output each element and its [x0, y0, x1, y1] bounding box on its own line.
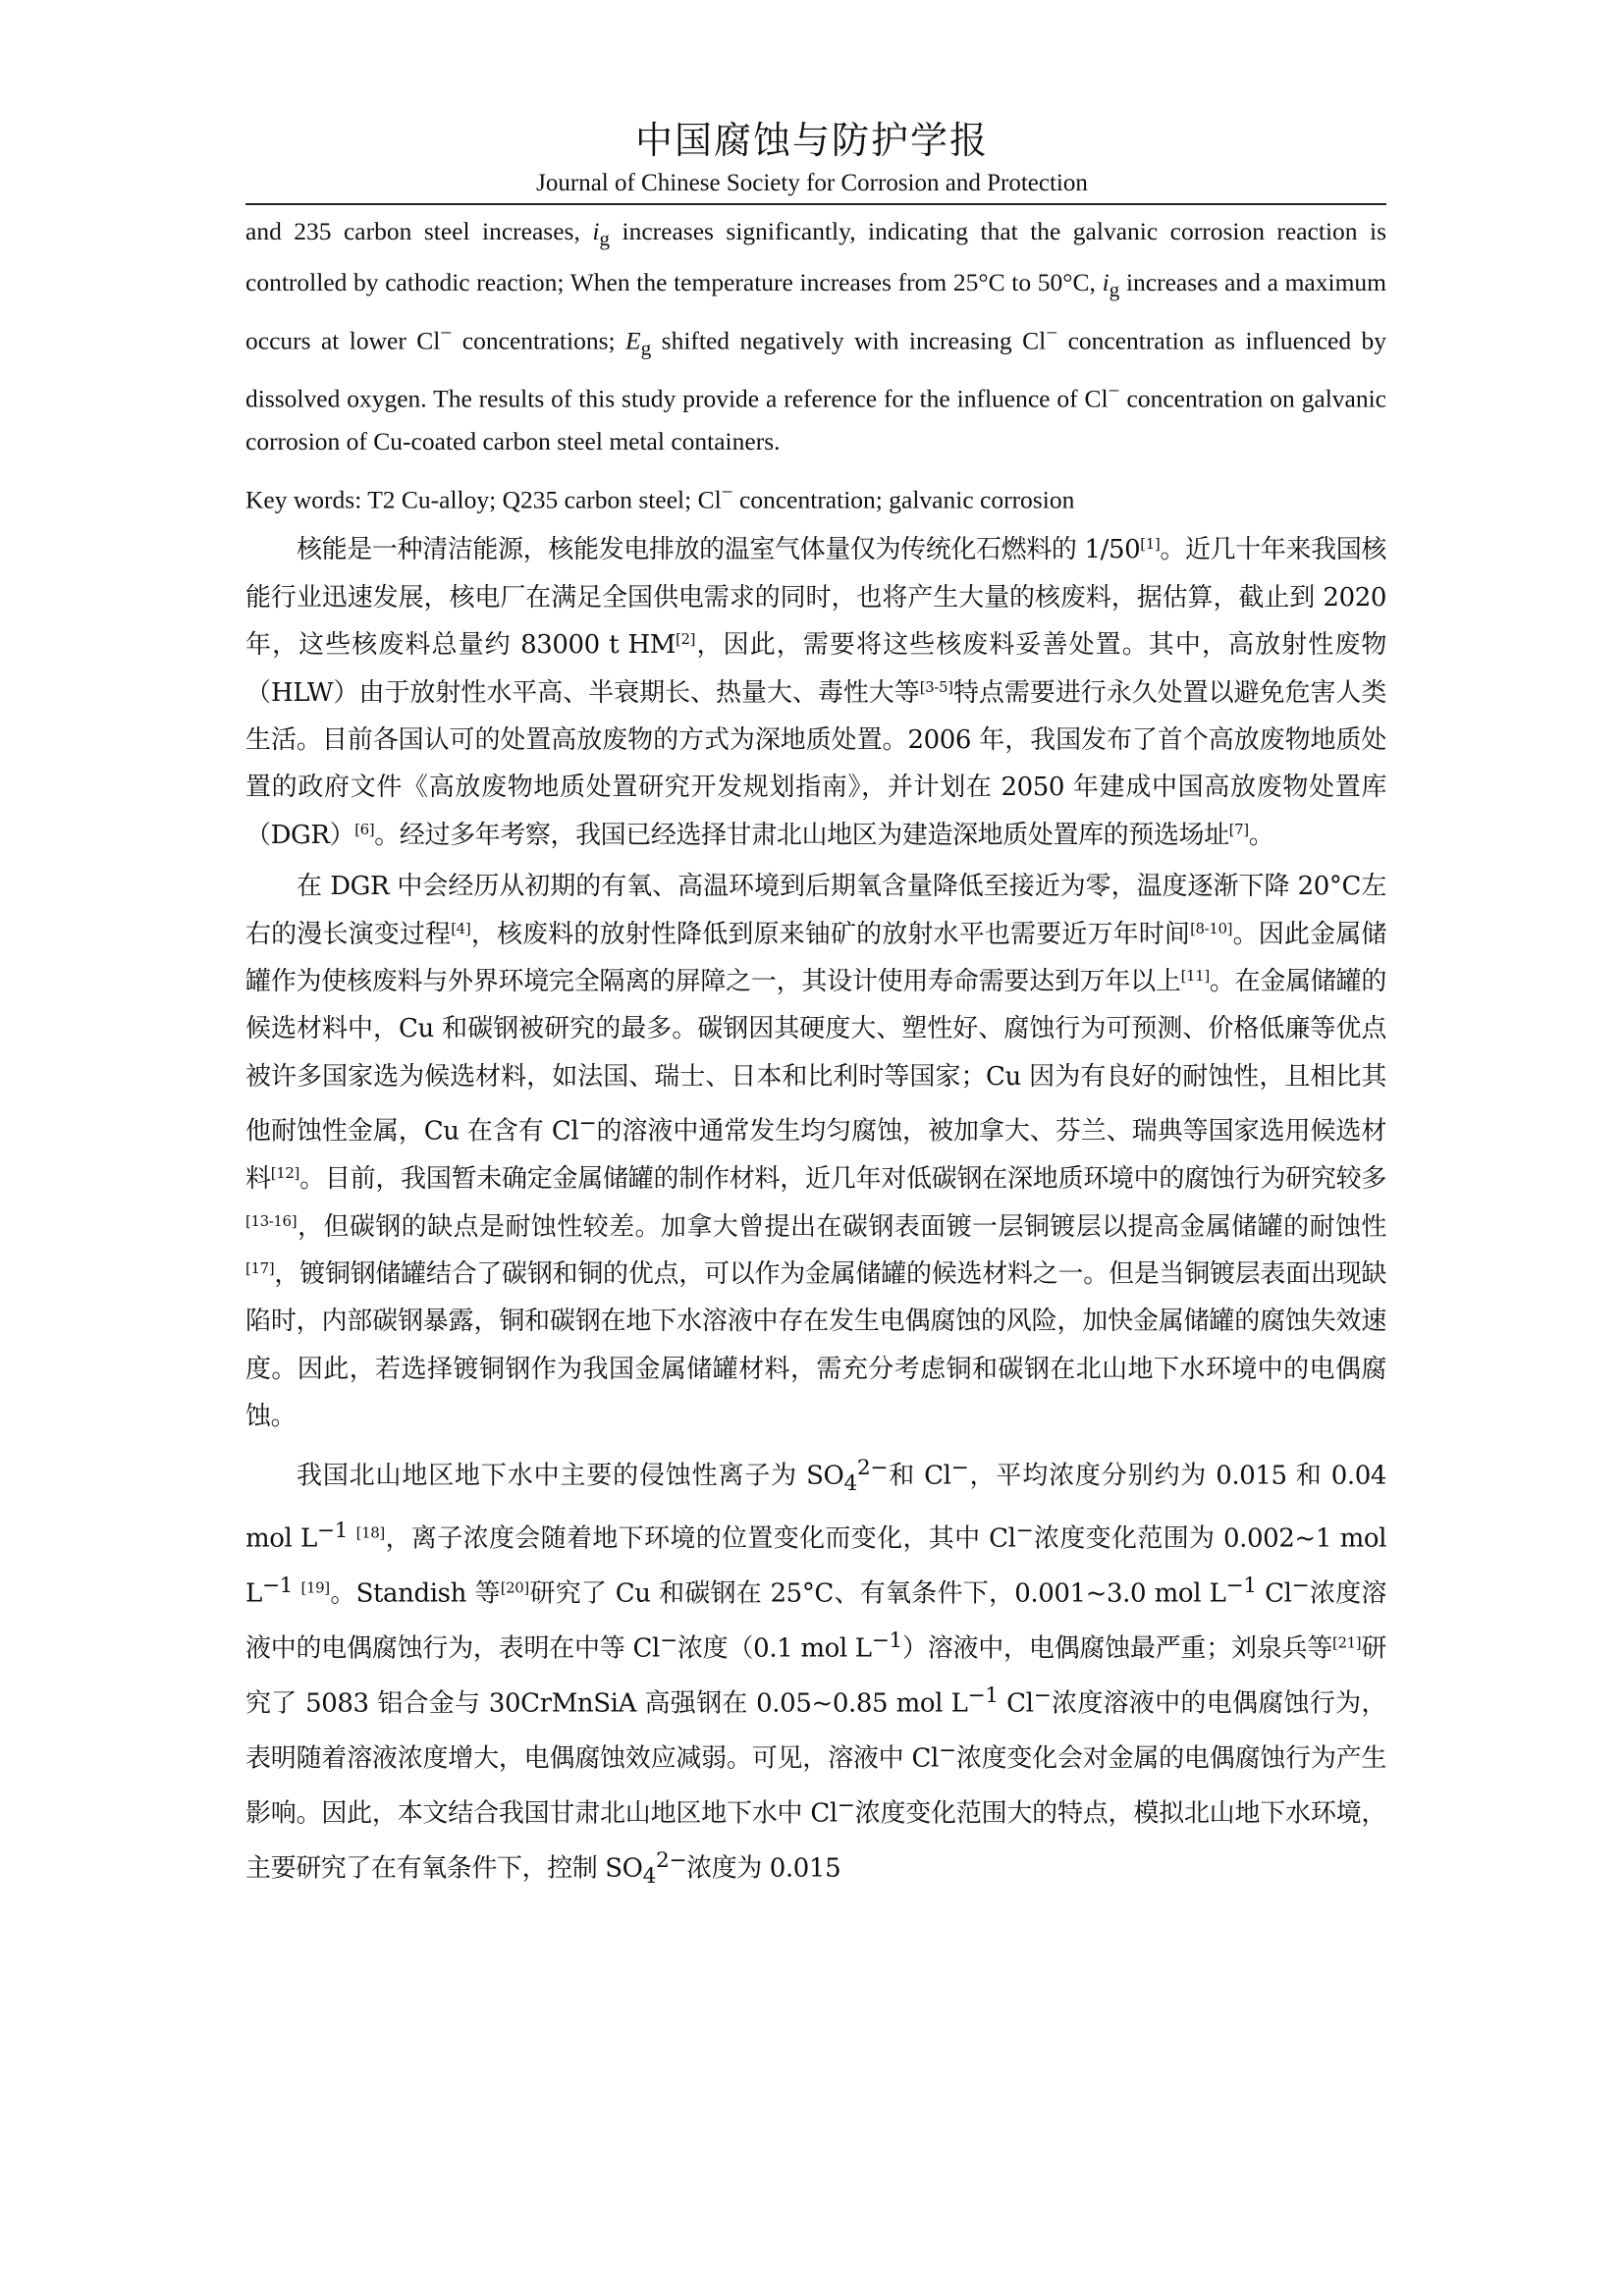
- header-rule: [245, 203, 1386, 205]
- citation: [4]: [451, 919, 471, 937]
- body-text: [245, 210, 1386, 1901]
- keywords: Key words: T2 Cu-alloy; Q235 carbon steel; Cl− concentration; galvanic corrosion: [245, 479, 1075, 514]
- citation: [1]: [1140, 535, 1161, 554]
- citation: [12]: [270, 1164, 299, 1183]
- journal-title-en: Journal of Chinese Society for Corrosion and Protection: [536, 170, 1088, 196]
- paragraph-3: 我国北山地区地下水中主要的侵蚀性离子为 $SO_4^{2-}$和 Cl−，平均浓度分别约为 0.015 和 0.04 mol $L^{-1}$ [18]，离子浓度会随着地下环境的位置变化而变化，其中 Cl−浓度变化范围为 0.002~1 mol $L^{-1}$ [19]。Standish 等[20]研究了 Cu 和碳钢在 25°C、有氧条件下，0.001~3.0 mol $L^{-1}$ Cl−浓度溶液中的电偶腐蚀行为，表明在中等 Cl−浓度（0.1 mol $L^{-1}$）溶液中，电偶腐蚀最严重；刘泉兵等[21]研究了 5083 铝合金与 30CrMnSiA 高强钢在 0.05~0.85 mol $L^{-1}$ Cl−浓度溶液中的电偶腐蚀行为，表明随着溶液浓度增大，电偶腐蚀效应减弱。可见，溶液中 Cl−浓度变化会对金属的电偶腐蚀行为产生影响。因此，本文结合我国甘肃北山地区地下水中 Cl−浓度变化范围大的特点，模拟北山地下水环境，主要研究了在有氧条件下，控制 $SO_4^{2-}$浓度为 0.015: [245, 1455, 1387, 1890]
- citation: [21]: [1332, 1633, 1362, 1652]
- citation: [20]: [500, 1578, 529, 1597]
- citation: [19]: [300, 1578, 330, 1597]
- paragraph-2: 在 DGR 中会经历从初期的有氧、高温环境到后期氧含量降低至接近为零，温度逐渐下降 20°C左右的漫长演变过程[4]，核废料的放射性降低到原来铀矿的放射水平也需要近万年时间[8-10]。因此金属储罐作为使核废料与外界环境完全隔离的屏障之一，其设计使用寿命需要达到万年以上[11]。在金属储罐的候选材料中，Cu 和碳钢被研究的最多。碳钢因其硬度大、塑性好、腐蚀行为可预测、价格低廉等优点被许多国家选为候选材料，如法国、瑞士、日本和比利时等国家；Cu 因为有良好的耐蚀性，且相比其他耐蚀性金属，Cu 在含有 Cl−的溶液中通常发生均匀腐蚀，被加拿大、芬兰、瑞典等国家选用候选材料[12]。目前，我国暂未确定金属储罐的制作材料，近几年对低碳钢在深地质环境中的腐蚀行为研究较多[13-16]，但碳钢的缺点是耐蚀性较差。加拿大曾提出在碳钢表面镀一层铜镀层以提高金属储罐的耐蚀性[17]，镀铜钢储罐结合了碳钢和铜的优点，可以作为金属储罐的候选材料之一。但是当铜镀层表面出现缺陷时，内部碳钢暴露，铜和碳钢在地下水溶液中存在发生电偶腐蚀的风险，加快金属储罐的腐蚀失效速度。因此，若选择镀铜钢作为我国金属储罐材料，需充分考虑铜和碳钢在北山地下水环境中的电偶腐蚀。: [245, 872, 1386, 1432]
- abstract-tail: and 235 carbon steel increases, $i_g$ increases significantly, indicating that the galvanic corrosion reaction is controlled by cathodic reaction; When the temperature increases from 25°C to 50°C, $i_g$ increases and a maximum occurs at lower Cl− concentrations; $E_g$ shifted negatively with increasing Cl− concentration as influenced by dissolved oxygen. The results of this study provide a reference for the influence of Cl− concentration on galvanic corrosion of Cu-coated carbon steel metal containers.: [245, 217, 1387, 456]
- citation: [17]: [245, 1259, 275, 1278]
- citation: [7]: [1228, 820, 1249, 838]
- citation: [2]: [676, 630, 696, 649]
- citation: [13-16]: [245, 1211, 298, 1230]
- paragraph-1: 核能是一种清洁能源，核能发电排放的温室气体量仅为传统化石燃料的 1/50[1]。近几十年来我国核能行业迅速发展，核电厂在满足全国供电需求的同时，也将产生大量的核废料，据估算，截止到 2020 年，这些核废料总量约 83000 t HM[2]，因此，需要将这些核废料妥善处置。其中，高放射性废物（HLW）由于放射性水平高、半衰期长、热量大、毒性大等[3-5]特点需要进行永久处置以避免危害人类生活。目前各国认可的处置高放废物的方式为深地质处置。2006 年，我国发布了首个高放废物地质处置的政府文件《高放废物地质处置研究开发规划指南》，并计划在 2050 年建成中国高放废物处置库（DGR）[6]。经过多年考察，我国已经选择甘肃北山地区为建造深地质处置库的预选场址[7]。: [245, 535, 1386, 850]
- citation: [8-10]: [1190, 919, 1233, 937]
- citation: [6]: [354, 820, 375, 838]
- citation: [3-5]: [919, 677, 953, 696]
- journal-title-cn: 中国腐蚀与防护学报: [634, 119, 989, 162]
- citation: [11]: [1180, 966, 1210, 985]
- citation: [18]: [355, 1523, 385, 1542]
